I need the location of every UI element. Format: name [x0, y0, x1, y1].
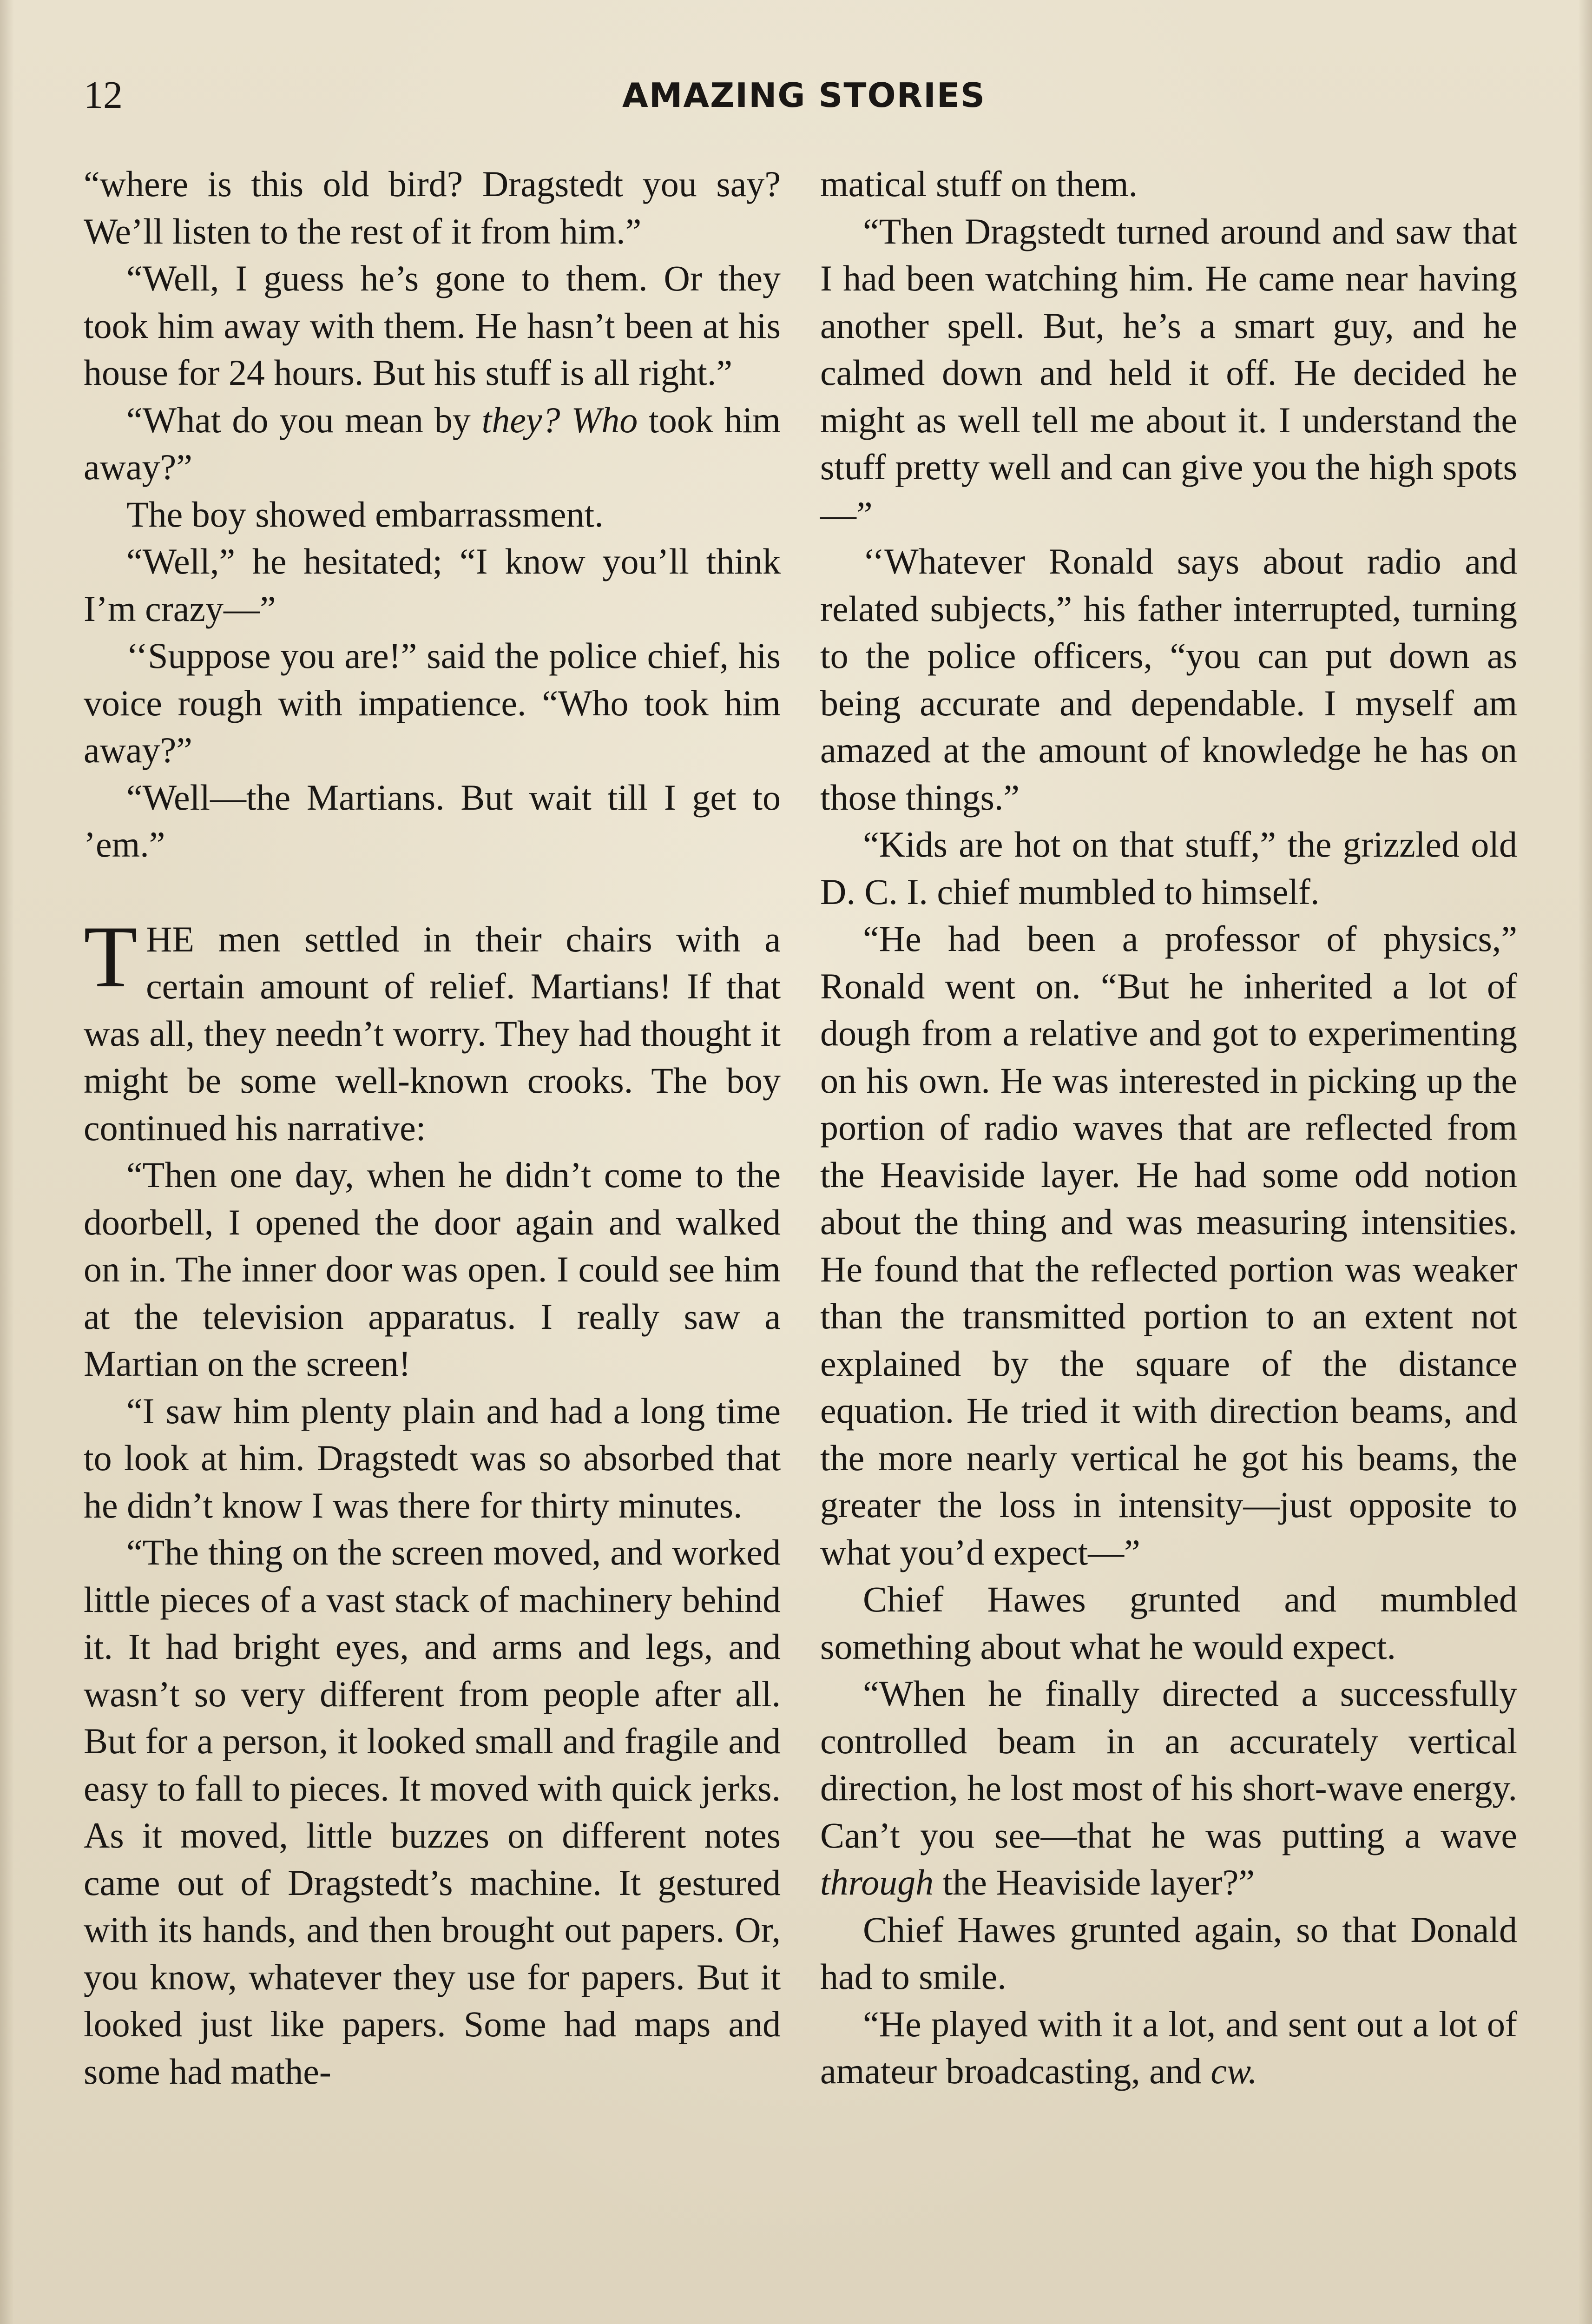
drop-cap: T	[84, 908, 138, 1006]
page-number: 12	[84, 73, 123, 117]
text-run: the Heaviside layer?”	[934, 1862, 1255, 1902]
text-run: “He played with it a lot, and sent out a lot of amateur broadcasting, and	[820, 2003, 1517, 2091]
running-head: AMAZING STORIES	[622, 76, 986, 115]
paragraph: “Kids are hot on that stuff,” the grizzled old D. C. I. chief mumbled to himself.	[820, 824, 1517, 912]
paragraph: “Then Dragstedt turned around and saw that I had been watching him. He came near having another spell. But, he’s a smart guy, and he calmed down and held it off. He decided he might as well tell me about it. I understand the stuff pretty well and can give you the high spots—”	[820, 211, 1517, 535]
text-run: “When he finally directed a successfully controlled beam in an accurately vertical direction, he lost most of his short-wave energy. Can’t you see—that he was putting a wave	[820, 1673, 1517, 1855]
italic-text: through	[820, 1862, 934, 1902]
small-caps-lead: HE	[146, 918, 195, 959]
paragraph: “Well, I guess he’s gone to them. Or they took him away with them. He hasn’t been at his house for 24 hours. But his stuff is all right.”	[84, 258, 781, 393]
paragraph: “Well—the Martians. But wait till I get to ’em.”	[84, 777, 781, 865]
paragraph: Chief Hawes grunted again, so that Donald had to smile.	[820, 1909, 1517, 1997]
italic-text: cw.	[1210, 2051, 1257, 2091]
paragraph	[820, 2000, 1517, 2095]
text-run: took him away?”	[84, 399, 781, 487]
paragraph: “where is this old bird? Dragstedt you say? We’ll listen to the rest of it from him.”	[84, 164, 781, 251]
left-column	[84, 160, 781, 2095]
paragraph: “He had been a professor of physics,” Ronald went on. “But he inherited a lot of dough from a relative and got to experimenting on his own. He was interested in picking up the portion of radio waves that are reflected from the Heaviside layer. He had some odd notion about the thing and was measuring intensities. He found that the reflected portion was weaker than the transmitted portion to an extent not explained by the square of the distance equation. He tried it with direction beams, and the more nearly vertical he got his beams, the greater the loss in intensity—just opposite to what you’d expect—”	[820, 918, 1517, 1572]
paragraph: “I saw him plenty plain and had a long time to look at him. Dragstedt was so absorbed that he didn’t know I was there for thirty minutes.	[84, 1390, 781, 1525]
paragraph-section-start	[84, 908, 781, 1152]
text-run: “What do you mean by	[126, 399, 482, 440]
page-header	[84, 70, 1524, 121]
text-run: men settled in their chairs with a certain amount of relief. Martians! If that was all, they needn’t worry. They had thought it might be some well-known crooks. The boy continued his narrative:	[84, 918, 781, 1148]
paragraph: “The thing on the screen moved, and worked little pieces of a vast stack of machinery behind it. It had bright eyes, and arms and legs, and wasn’t so very different from people after all. But for a person, it looked small and fragile and easy to fall to pieces. It moved with quick jerks. As it moved, little buzzes on different notes came out of Dragstedt’s machine. It gestured with its hands, and then brought out papers. Or, you know, whatever they use for papers. But it looked just like papers. Some had maps and some had mathe-	[84, 1532, 781, 2092]
paragraph	[820, 1670, 1517, 1906]
page-edge-shadow-right	[1578, 0, 1592, 2324]
page-edge-shadow-left	[0, 0, 14, 2324]
paragraph: matical stuff on them.	[820, 164, 1138, 204]
paragraph: ‘‘Suppose you are!” said the police chief, his voice rough with impatience. “Who took him away?”	[84, 635, 781, 770]
paragraph: Chief Hawes grunted and mumbled something about what he would expect.	[820, 1579, 1517, 1667]
paragraph: “Well,” he hesitated; “I know you’ll think I’m crazy—”	[84, 541, 781, 629]
italic-text: they? Who	[481, 399, 638, 440]
paragraph: The boy showed embarrassment.	[126, 494, 604, 535]
paragraph: “Then one day, when he didn’t come to the doorbell, I opened the door again and walked on in. The inner door was open. I could see him at the television apparatus. I really saw a Martian on the screen!	[84, 1155, 781, 1384]
right-column	[820, 160, 1517, 2095]
paragraph	[84, 396, 781, 491]
paragraph: ‘‘Whatever Ronald says about radio and related subjects,” his father interrupted, turning to the police officers, “you can put down as being accurate and dependable. I myself am amazed at the amount of knowledge he has on those things.”	[820, 541, 1517, 818]
